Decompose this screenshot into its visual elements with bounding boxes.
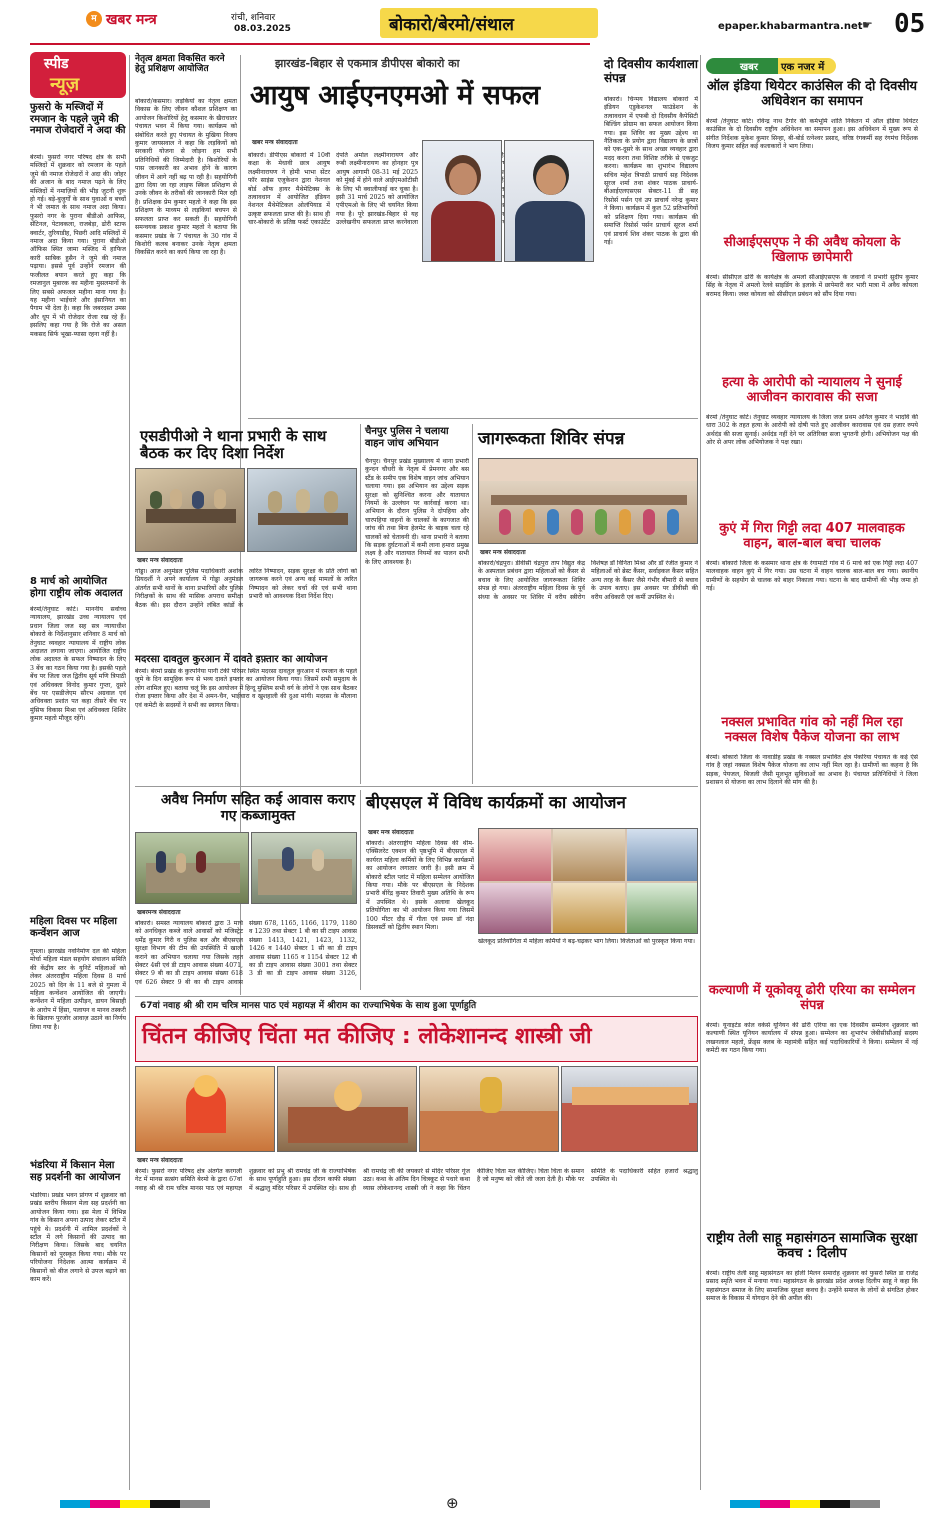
left-story1-body: बेरमो। फुसरो नगर परिषद क्षेत्र के सभी मस्जिदों में शुक्रवार को रमजान के पहले जुमे की नमाज रोजेदारों ने अदा की। जोहर की अजान के बाद नमाज पढ़ने के लिए मस्जिदों में नमाज़ियों की भीड़ जुटनी शुरू हो गई। बड़े-बुजुर्गों के साथ युवाओं व बच्चों ने भी जमात के साथ नमाज अदा किया। फुसरो नगर के पुराना बीडीओ आफिस, सेंटिनल, पेटावकला, राजबेड़ा, ढोरी स्टाफ क्वार्टर, तुरियाडीह, पिछरी आदि मस्जिदों में नमाज अदा किया गया। पुराना बीडीओ ऑफिस स्थित जामा मस्जिद में हाफिज कारी साबिक हुसैन ने जुमे की नमाज पढ़ाया। इससे पूर्व उन्होंने रमजान की फजीलत बयान करते हुए कहा कि रमजानुल मुबारक का महीना मुसलमानों के लिए सबसे अफजल महीना माना गया है। यह महीना भाईचारे और इंसानियत का पैगाम भी देता है। कहा कि जबरदस्त उमस और धूप में भी रोजेदार रोजा रख रहे हैं। इसलिए कहा गया है कि रोजे का असल मकसद सिर्फ भूखा-प्यासा रहना नहीं है। [30, 154, 126, 338]
eviction-byline: खबरमन्त्र संवाददाता [137, 909, 181, 916]
main-headline: आयुष आईएनएमओ में सफल [250, 80, 541, 111]
ramayan-body: बेरमो। फुसरो नगर परिषद क्षेत्र अंतर्गत करगली गेट में मानस सत्संग समिति बेरमो के द्वारा 67वां नवाह श्री श्री राम चरित्र मानस पाठ एवं महायज्ञ शुक्रवार को प्रभु श्री रामचंद्र जी के राज्याभिषेक के साथ पूर्णाहुति हुआ। इस दौरान काफी संख्या में श्रद्धालु मंदिर परिसर में उपस्थित रहे। साथ ही श्री रामचंद्र जी की जयकारे से मंदिर परिसर गूंज उठा। कथा के अंतिम दिन चित्रकूट से पधारे कथा व्यास लोकेशानन्द शास्त्री जी ने कहा कि चिंतन कीजिए चिंता मत कीजिए। चिंता चिता के समान है जो मनुष्य को जीते जी जला देती है। मौके पर समिति के पदाधिकारी सहित हजारों श्रद्धालु उपस्थित थे। [135, 1168, 698, 1192]
sdpo-body: गोड्डा। आज अनुमंडल पुलिस पदाधिकारी अशोक प्रियदर्शी ने अपने कार्यालय में गोड्डा अनुमंडल अंतर्गत सभी थानों के थाना प्रभारियों और पुलिस निरीक्षकों के साथ की मासिक अपराध समीक्षा बैठक की। इस दौरान उन्होंने लंबित कांडों के त्वरित निष्पादन, सड़क सुरक्षा के प्रति लोगों को जागरूक करने एवं अन्य कई मामलों के त्वरित निष्पादन को लेकर चर्चा की एवं सभी थाना प्रभारी को आवश्यक दिशा निर्देश दिए। [135, 568, 357, 609]
left-story3-body: गुमला। झारखंड नवनिर्माण दल की महिला मोर्चा महिला मंडल सहयोग संचालन समिति की केंद्रीय स्तर के युनिटें महिलाओं को लेकर अंतरराष्ट्रीय महिला दिवस 8 मार्च 2025 को दिन के 11 बजे से गुमला में महिला कन्वेंशन आयोजित की जाएगी। कन्वेंशन में महिला उत्पीड़न, डायन बिसाही के आरोप में हिंसा, पलायन व मानव तस्करी के खिलाफ पुरजोर आवाज़ उठाने का निर्णय लिया गया है। [30, 948, 126, 1031]
right-tag-khabar: खबर [740, 62, 758, 73]
speed-news-badge-top: स्पीड [44, 56, 69, 72]
bsl-byline: खबर मन्त्र संवाददाता [368, 829, 414, 836]
left-story4-body: भंडरिया। प्रखंड भवन प्रांगण में शुक्रवार को प्रखंड स्तरीय किसान मेला सह प्रदर्शनी का आयोजन किया गया। इस मेला में विभिन्न गांव के किसान अपना उत्पाद लेकर स्टॉल में पहुंचे थे। प्रदर्शनी में शामिल प्रदर्शकों ने स्टॉल में लगे किसानों की उत्पाद का निरीक्षण किया। जिसके बाद चयनित किसानों को पुरस्कृत किया गया। मौके पर परियोजना निदेशक आत्मा कार्यक्रम में किसानों को बीज लगाने से उपज बढ़ाने का काम करें। [30, 1192, 126, 1284]
right-s6-head: कल्याणी में यूकोवयू ढोरी एरिया का सम्मेलन संपन्न [708, 983, 916, 1013]
awareness-photo [478, 458, 698, 544]
right-s3-head: हत्या के आरोपी को न्यायालय ने सुनाई आजीवन कारावास की सजा [722, 375, 902, 405]
col2-story2-head: मदरसा दावतुल कुरआन में दावते इफ़्तार का आयोजन [135, 654, 328, 665]
bsl-photo-grid [478, 828, 698, 934]
right-s2-body: बेरमो। सीसीएल ढोरी के कार्यक्षेत्र के अमलो सीआईएसएफ के जवानों ने प्रभारी सुदीप कुमार सिंह के नेतृत्व में अमलो रेलवे साइडिंग के इलाके में छापेमारी कर भारी मात्रा में अवैध कोयला बरामद किया। जब्त कोयला को सीसीएल प्रबंधन को सौंप दिया गया। [706, 274, 918, 298]
sdpo-head: एसडीपीओ ने थाना प्रभारी के साथ बैठक कर दिए दिशा निर्देश [140, 427, 327, 463]
awareness-byline: खबर मन्त्र संवाददाता [480, 549, 526, 556]
col2-story1-body: बोकारो/कसमार। लड़कियों का नेतृत्व क्षमता विकास के लिए जीवन कौशल प्रशिक्षण का आयोजन किशोरियों हेतु कसमार के खैराचातर पंचायत भवन में किया गया। कार्यक्रम को संबोधित करते हुए पंचायत के मुखिया विजय कुमार जायसवाल ने कहा कि लड़कियों को सरकारी योजना से जोड़ना हम सभी प्रतिनिधियों की जिम्मेदारी है। किशोरियों के पास जानकारी का अभाव होने के कारण जीवन में आगे नहीं बढ़ पा रही है। सहयोगिनी द्वारा दिया जा रहा लाइफ स्किल प्रशिक्षण से उनके जीवन के तरीकों की जानकारी मिल रही है। प्रशिक्षक प्रेम कुमार महतो ने कहा कि इस प्रशिक्षण के माध्यम से लड़कियां बचपन से सफलता प्राप्त कर सकती हैं। सहयोगिनी समन्वयक प्रकाश कुमार महतो ने बताया कि कसमार प्रखंड के 7 पंचायत के 30 गांव में किशोरी कलब बनाकर उनके नेतृत्व क्षमता विकसित करने का कार्य किया जा रहा है। [135, 98, 237, 257]
right-s5-body: बेरमो। बोकारो जिला के नावाडीह प्रखंड के नक्सल प्रभावित क्षेत्र पेंकरिया पंचायत के कई ऐसे गांव है जहां नक्सल विशेष पैकेज योजना का लाभ नहीं मिल रहा है। ग्रामीणों का कहना है कि सड़क, पेयजल, बिजली जैसी मूलभूत सुविधाओं का अभाव है। पंचायत प्रतिनिधियों ने जिला प्रशासन से योजना का लाभ दिलाने की मांग की है। [706, 754, 918, 787]
eviction-photo-1 [135, 832, 249, 904]
speed-news-badge-bottom: न्यूज़ [50, 74, 80, 95]
ramayan-photo-4 [561, 1066, 698, 1152]
right-s4-head: कुएं में गिरा गिट्टी लदा 407 मालवाहक वाहन, बाल-बाल बचा चालक [719, 521, 905, 551]
workshop-body: बोकारो। चिन्मय विद्यालय बोकारो में इंडियन एडुकेशनल फाउंडेशन के तत्वावधान में एफबी दो दिवसीय कैपेसिटी बिल्डिंग प्रोग्राम का सफल आयोजन किया गया। इस शिविर का मुख्य उद्देश्य था नैतिकता के प्रयोग द्वारा विद्यालय के छात्रों को एक-दूसरे के साथ अच्छा व्यवहार द्वारा मदद करना तथा विशिष्ट तरीके से एकजुट करना। कार्यक्रम का शुभारंभ विद्यालय सचिव महेश त्रिपाठी प्राचार्य सह निदेशक सूरज शर्मा तथा शंकर पाठक प्राचार्य-बीआईएलएसएस सेक्टर-11 डी सह रिसोर्स पर्सन एवं उप प्राचार्य नरेन्द्र कुमार ने किया। कार्यक्रम में कुल 52 प्रतिभागियों को प्रशिक्षण दिया गया। कार्यक्रम की समाप्ति रिसोर्स पर्सन प्राचार्य सूरज शर्मा एवं प्राचार्य शिव शंकर पाठक के द्वारा की गई। [604, 96, 698, 246]
page-number: 05 [894, 9, 926, 39]
right-s7-body: बेरमो। राष्ट्रीय तेली साहू महासंगठन का होली मिलन समारोह शुक्रवार को फुसरो स्थित डा राजेंद्र प्रसाद स्मृति भवन में मनाया गया। महासंगठन के झारखंड प्रदेश अध्यक्ष दिलीप साहू ने कहा कि महासंगठन समाज के लिए सामाजिक सुरक्षा कवच है। उन्होंने समाज के लोगों से संगठित होकर समाज के विकास में योगदान देने की अपील की। [706, 1270, 918, 1303]
right-s3-body: बेरमो /तेनुघाट कोर्ट। तेनुघाट व्यवहार न्यायालय के जिला जज प्रथम अनिल कुमार ने भादवि की धारा 302 के तहत हत्या के आरोपी को दोषी पाते हुए आजीवन कारावास एवं दस हजार रुपये अर्थदंड की सजा सुनाई। अर्थदंड नहीं देने पर अतिरिक्त सजा भुगतनी होगी। अभियोजन पक्ष की ओर से अपर लोक अभियोजक ने पक्ष रखा। [706, 414, 918, 447]
right-s7-head: राष्ट्रीय तेली साहू महासंगठन सामाजिक सुरक्षा कवच : दिलीप [706, 1231, 918, 1261]
right-s2-head: सीआईएसएफ ने की अवैध कोयला के खिलाफ छापेमारी [723, 235, 901, 265]
left-story2-head: 8 मार्च को आयोजित होगा राष्ट्रीय लोक अदालत [30, 576, 123, 599]
col2-story3-head: अवैध निर्माण सहित कई आवास कराए गए कब्जामुक्त [160, 792, 356, 825]
chainpur-head: चैनपुर पुलिस ने चलाया वाहन जांच अभियान [365, 426, 449, 449]
bsl-body-2: खेलकूद प्रतियोगिता में महिला कर्मियों ने बढ़-चढ़कर भाग लिया। विजेताओं को पुरस्कृत किया गया। [478, 938, 695, 945]
color-bar-left [60, 1500, 210, 1508]
right-s5-head: नक्सल प्रभावित गांव को नहीं मिल रहा नक्सल विशेष पैकेज योजना का लाभ [721, 715, 903, 745]
eviction-photo-2 [251, 832, 357, 904]
masthead-city-day: रांची, शनिवार [231, 13, 276, 23]
ramayan-headline: चिंतन कीजिए चिंता मत कीजिए : लोकेशानन्द शास्त्री जी [142, 1024, 592, 1049]
pointer-icon: ☛ [862, 18, 873, 32]
left-story1-head: फुसरो के मस्जिदों में रमजान के पहले जुमे की नमाज रोजेदारों ने अदा की [30, 102, 126, 136]
left-story4-head: भंडरिया में किसान मेला सह प्रदर्शनी का आयोजन [30, 1160, 121, 1183]
col2-story3-body: बोकारो। समस्त न्यायालय बोकारो द्वारा 3 मार्च को अनधिकृत कब्जे वाले आवासों को मजिस्ट्रेट धर्मेंद्र कुमार गिरी व पुलिस बल और बीएसएल सुरक्षा विभाग की टीम की उपस्थिति में खाली कराने का अभियान चलाया गया जिसके तहत सेक्टर 4सी एवं डी टाइप आवास संख्या 4071, सेक्टर 9 बी का डी टाइप आवास संख्या 618 एवं 626 सेक्टर 9 बी का बी टाइप आवास संख्या 678, 1165, 1166, 1179, 1180 व 1239 तथा सेक्टर 1 बी का सी टाइप आवास संख्या 1413, 1421, 1423, 1132, 1426 व 1440 सेक्टर 1 सी का डी टाइप आवास संख्या 1165 व 1154 सेक्टर 12 बी का डी टाइप आवास संख्या 3001 तथा सेक्टर 3 डी का डी टाइप आवास संख्या 3126, [135, 920, 357, 986]
brand-logo-icon: म [86, 11, 102, 27]
right-s1-head: ऑल इंडिया थियेटर काउंसिल की दो दिवसीय अधिवेशन का समापन [706, 79, 918, 109]
masthead [0, 0, 945, 48]
speed-news-badge [30, 52, 126, 98]
principal-photo [504, 140, 594, 262]
workshop-head: दो दिवसीय कार्यशाला संपन्न [604, 57, 698, 85]
bsl-head: बीएसएल में विविध कार्यक्रमों का आयोजन [366, 793, 626, 813]
col2-story1-head: नेतृत्व क्षमता विकसित करने हेतु प्रशिक्षण आयोजित [135, 54, 225, 75]
left-story2-body: बेरमो/तेनुघाट कोर्ट। माननीय सर्वोच्च न्यायालय, झारखंड उच्च न्यायालय एवं प्रधान जिला जज सह सत्र न्यायाधीश बोकारो के निर्देशानुसार शनिवार 8 मार्च को तेनुघाट व्यवहार न्यायालय में राष्ट्रीय लोक अदालत लगाया जाएगा। आयोजित राष्ट्रीय लोक अदालत के सफल निष्पादन के लिए 3 बेंच का गठन किया गया है। इसकी पहले बेंच पर जिला जज द्वितीय सूर्य मणि त्रिपाठी एवं अधिवक्ता विनोद कुमार गुप्ता, दूसरे बेंच पर एसडीजेएम सौरभ अग्रवाल एवं अधिवक्ता प्रशांत पत कहा तीसरे बेंच पर मुंसिफ विकास मिश्रा एवं अधिवक्ता शिशिर कुमार महतो मौजूद रहेंगे। [30, 606, 126, 723]
ramayan-photo-3 [419, 1066, 559, 1152]
chainpur-body: चैनपुर। चैनपुर प्रखंड मुख्यालय में थाना प्रभारी कुन्दन चौधरी के नेतृत्व में प्रेमनगर और बस स्टैंड के समीप एक विशेष वाहन जांच अभियान चलाया गया। इस अभियान का उद्देश्य सड़क सुरक्षा को सुनिश्चित करना और यातायात नियमों के उल्लंघन पर कार्रवाई करना था। अभियान के दौरान पुलिस ने दोपहिया और चारपहिया वाहनों के चालकों के कागजात की जांच की तथा बिना हेलमेट के बाइक चला रहे चालकों को चेतावनी दी। थाना प्रभारी ने बताया कि सड़क दुर्घटनाओं में कमी लाना हमारा प्रमुख लक्ष्य है और यातायात नियमों का पालन सभी के लिए आवश्यक है। [365, 458, 469, 566]
site-url[interactable]: epaper.khabarmantra.net [718, 21, 863, 32]
main-body: बोकारो। डीपीएस बोकारो में 10वीं कक्षा के मेधावी छात्र आयुष लक्ष्मीनारायण ने होमी भाभा सेंटर फॉर साइंस एजुकेशन द्वारा नेशनल बोर्ड ऑफ हायर मैथेमेटिक्स के तत्वावधान में आयोजित इंडियन नेशनल मैथेमेटिकल ओलंपियाड में उत्कृष्ट सफलता प्राप्त की है। साथ ही चार-बोकारो के प्रतिष्ठ फर्स्ट एकाउंटेंट दंपति अमोल लक्ष्मीनारायण और रूबी लक्ष्मीनारायण का होनहार पुत्र आयुष आगामी 08-31 मई 2025 को मुंबई में होने वाले आईएमओटीसी के लिए भी क्वालीफाई कर चुका है। इसी 31 मार्च 2025 को आयोजित एपीएमओ के लिए भी चयनित किया गया है। पूरे झारखंड-बिहार से यह उल्लेखनीय सफलता प्राप्त करनेवाला श्रेय [248, 152, 506, 227]
sdpo-meeting-photo [135, 468, 245, 552]
ramayan-kicker: 67वां नवाह श्री श्री राम चरित्र मानस पाठ एवं महायज्ञ में श्रीराम का राज्याभिषेक के साथ हुआ पूर्णाहुति [140, 1001, 477, 1011]
sdpo-byline: खबर मन्त्र संवाददाता [137, 557, 183, 564]
brand-name: खबर मन्त्र [106, 12, 157, 28]
col2-story2-body: बेरमो। बेरमो प्रखंड के कुरपनिया पानी टंकी परिसर स्थित मदरसा दावतुल कुरआन में रमजान के पहले जुमे के दिन सामूहिक रूप से भव्य दावते इफ्तार का आयोजन किया गया। जिसमें सभी समुदाय के लोग शामिल हुए। बताया चलूं कि इस आयोजन में हिन्दू मुस्लिम सभी वर्ग के लोगों ने एक साथ बैठकर रोजा इफ्तार किया और देश में अमन-चैन, भाईचारा व खुशहाली की दुआ मांगी। मदरसा के मौलाना एवं कमेटी के सदस्यों ने सभी का स्वागत किया। [135, 668, 357, 709]
sdpo-officers-photo [247, 468, 357, 552]
right-s6-body: बेरमो। यूनाइटेड कोल वर्कर्स यूनियन की ढोरी एरिया का एक दिवसीय सम्मेलन शुक्रवार को कल्याणी स्थित यूनियन कार्यालय में संपन्न हुआ। सम्मेलन का शुभारंभ जेबीसीसीआई सदस्य लखनलाल महतो, फ्रेंड्स क्लब के महामंत्री सहित कई पदाधिकारियों ने किया। सम्मेलन में नई कमेटी का गठन किया गया। [706, 1022, 918, 1055]
bsl-body: बोकारो। अंतरराष्ट्रीय महिला दिवस की थीम-एक्सिलरेट एक्शन की पृष्ठभूमि में बीएसएल में कार्यरत महिला कर्मियों के लिए विभिन्न कार्यक्रमों का आयोजन लगातार जारी है। इसी क्रम में बोकारो स्टील प्लांट में महिला सम्मेलन आयोजित किया गया। मौके पर बीएसएल के निदेशक प्रभारी बीरेंद्र कुमार तिवारी मुख्य अतिथि के रूप में उपस्थित थे। इसके अलावा खेलकूद प्रतियोगिता का भी आयोजन किया गया जिसमें 100 मीटर दौड़ में गीता एवं प्रथम डॉ नंदा डिसवर्स्टी को द्वितीय स्थान मिला। [366, 840, 474, 932]
ayush-photo [422, 140, 502, 262]
ramayan-photo-1 [135, 1066, 275, 1152]
ramayan-byline: खबर मन्त्र संवाददाता [137, 1157, 183, 1164]
ramayan-photo-2 [277, 1066, 417, 1152]
left-story3-head: महिला दिवस पर महिला कन्वेंशन आज [30, 916, 117, 939]
footer-registration-icon: ⊕ [446, 1494, 459, 1512]
section-title-text: बोकारो/बेरमो/संथाल [389, 15, 514, 35]
right-s4-body: बेरमो। बोकारो जिला के कसमार थाना क्षेत्र के रंगामाटी गांव में 6 मार्च को एक गिट्टी लदा 407 मालवाहक वाहन कुएं में गिर गया। उस घटना में वाहन चालक बाल-बाल बच गया। स्थानीय ग्रामीणों के सहयोग से चालक को बाहर निकाला गया। घटना के बाद ग्रामीणों की भीड़ जमा हो गई। [706, 560, 918, 593]
main-byline: खबर मन्त्र संवाददाता [252, 139, 298, 146]
right-tag-nazar: एक नजर में [781, 62, 825, 73]
awareness-body: बोकारो/चंद्रपुरा। डीवीसी चंद्रपुरा ताप विद्युत केंद्र के अस्पताल प्रबंधन द्वारा महिलाओं को कैंसर से बचाव के लिए आयोजित जागरूकता शिविर संपन्न हो गया। अंतरराष्ट्रीय महिला दिवस के पूर्व संध्या के अवसर पर शिविर में वरीय स्त्रीरोग विशेषज्ञ डॉ विनिता मिश्रा और डॉ रंजीत कुमार ने महिलाओं को ब्रेस्ट कैंसर, सर्वाइकल कैंसर सहित अन्य तरह के कैंसर जैसे गंभीर बीमारी से बचाव के उपाय बताए। इस अवसर पर डीवीसी की वरीय अधिकारी एवं कर्मी उपस्थित थे। [478, 560, 698, 601]
masthead-date: 08.03.2025 [234, 24, 291, 34]
right-s1-body: बेरमो /तेनुघाट कोर्ट। रविन्द्र नाथ टैगोर की कर्मभूमि शांति निकेतन में ऑल इंडिया थियेटर काउंसिल के दो दिवसीय राष्ट्रीय अधिवेशन का समापन हुआ। इस अधिवेशन में मुख्य रूप से संगीत निर्देशक मुकेश कुमार सिन्हा, बी-बोर्ड रत्नेश्वर प्रसाद, वरिष्ठ रंगकर्मी सह रंगमंच निर्देशक विजय कुमार सहित कई कलाकारों ने भाग लिया। [706, 118, 918, 151]
color-bar-right [730, 1500, 880, 1508]
main-kicker: झारखंड-बिहार से एकमात्र डीपीएस बोकारो का [275, 57, 460, 70]
awareness-head: जागरूकता शिविर संपन्न [478, 429, 625, 449]
